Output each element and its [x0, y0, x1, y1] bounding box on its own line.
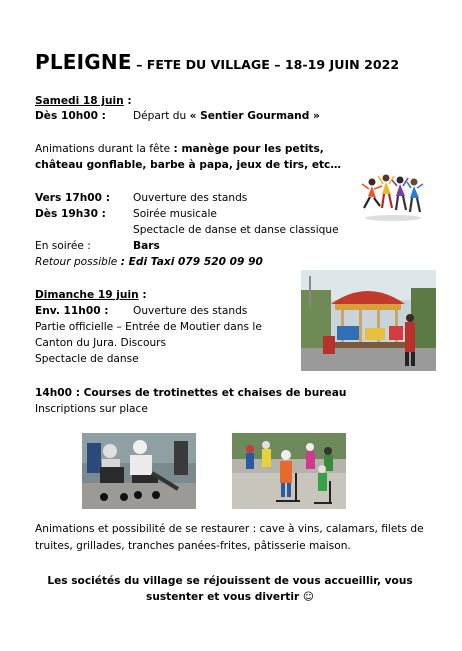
sunday-heading: Dimanche 19 juin :	[35, 289, 147, 301]
saturday-row-time: Dès 19h30 :	[35, 208, 106, 220]
saturday-heading: Samedi 18 juin :	[35, 95, 132, 107]
taxi-info: Retour possible : Edi Taxi 079 520 09 90	[35, 256, 263, 268]
footer-message	[40, 573, 420, 605]
saturday-row-text: Spectacle de danse et danse classique	[133, 224, 339, 236]
footer-line: sustenter et vous divertir ☺	[146, 591, 314, 603]
scooter-race-photo	[232, 433, 346, 509]
sunday-line: Canton du Jura. Discours	[35, 337, 167, 349]
page-title	[35, 50, 399, 74]
sunday-line: Partie officielle – Entrée de Moutier dans le	[35, 321, 262, 333]
dancers-clipart	[360, 168, 426, 224]
sunday-text: Ouverture des stands	[133, 305, 248, 317]
saturday-animations-line2: château gonflable, barbe à papa, jeux de tirs, etc…	[35, 159, 341, 171]
footer-line: Les sociétés du village se réjouissent de vous accueillir, vous	[47, 575, 413, 587]
race-heading: 14h00 : Courses de trotinettes et chaises de bureau	[35, 387, 347, 399]
saturday-row-text: Ouverture des stands	[133, 192, 248, 204]
office-chair-race-photo	[82, 433, 196, 509]
carousel-photo	[301, 270, 436, 371]
dancer-figure	[378, 175, 394, 209]
saturday-row-time: Vers 17h00 :	[35, 192, 110, 204]
dancer-figure	[362, 179, 382, 209]
title-main: PLEIGNE	[35, 50, 132, 74]
food-line: Animations et possibilité de se restaurer : cave à vins, calamars, filets de	[35, 523, 424, 535]
dancer-figure	[392, 177, 408, 211]
registration-info: Inscriptions sur place	[35, 403, 148, 415]
sunday-line: Spectacle de danse	[35, 353, 139, 365]
food-line: truites, grillades, tranches panées-frites, pâtisserie maison.	[35, 540, 351, 552]
saturday-row-text: Soirée musicale	[133, 208, 217, 220]
saturday-animations-line1: Animations durant la fête : manège pour les petits,	[35, 143, 324, 155]
sunday-time: Env. 11h00 :	[35, 305, 109, 317]
saturday-start-time: Dès 10h00 :	[35, 110, 106, 122]
evening-text: Bars	[133, 240, 160, 252]
dancer-figure	[407, 179, 423, 213]
saturday-start-event: Départ du « Sentier Gourmand »	[133, 110, 320, 122]
evening-label: En soirée :	[35, 240, 91, 252]
title-subtitle: – FETE DU VILLAGE – 18-19 JUIN 2022	[131, 57, 400, 72]
